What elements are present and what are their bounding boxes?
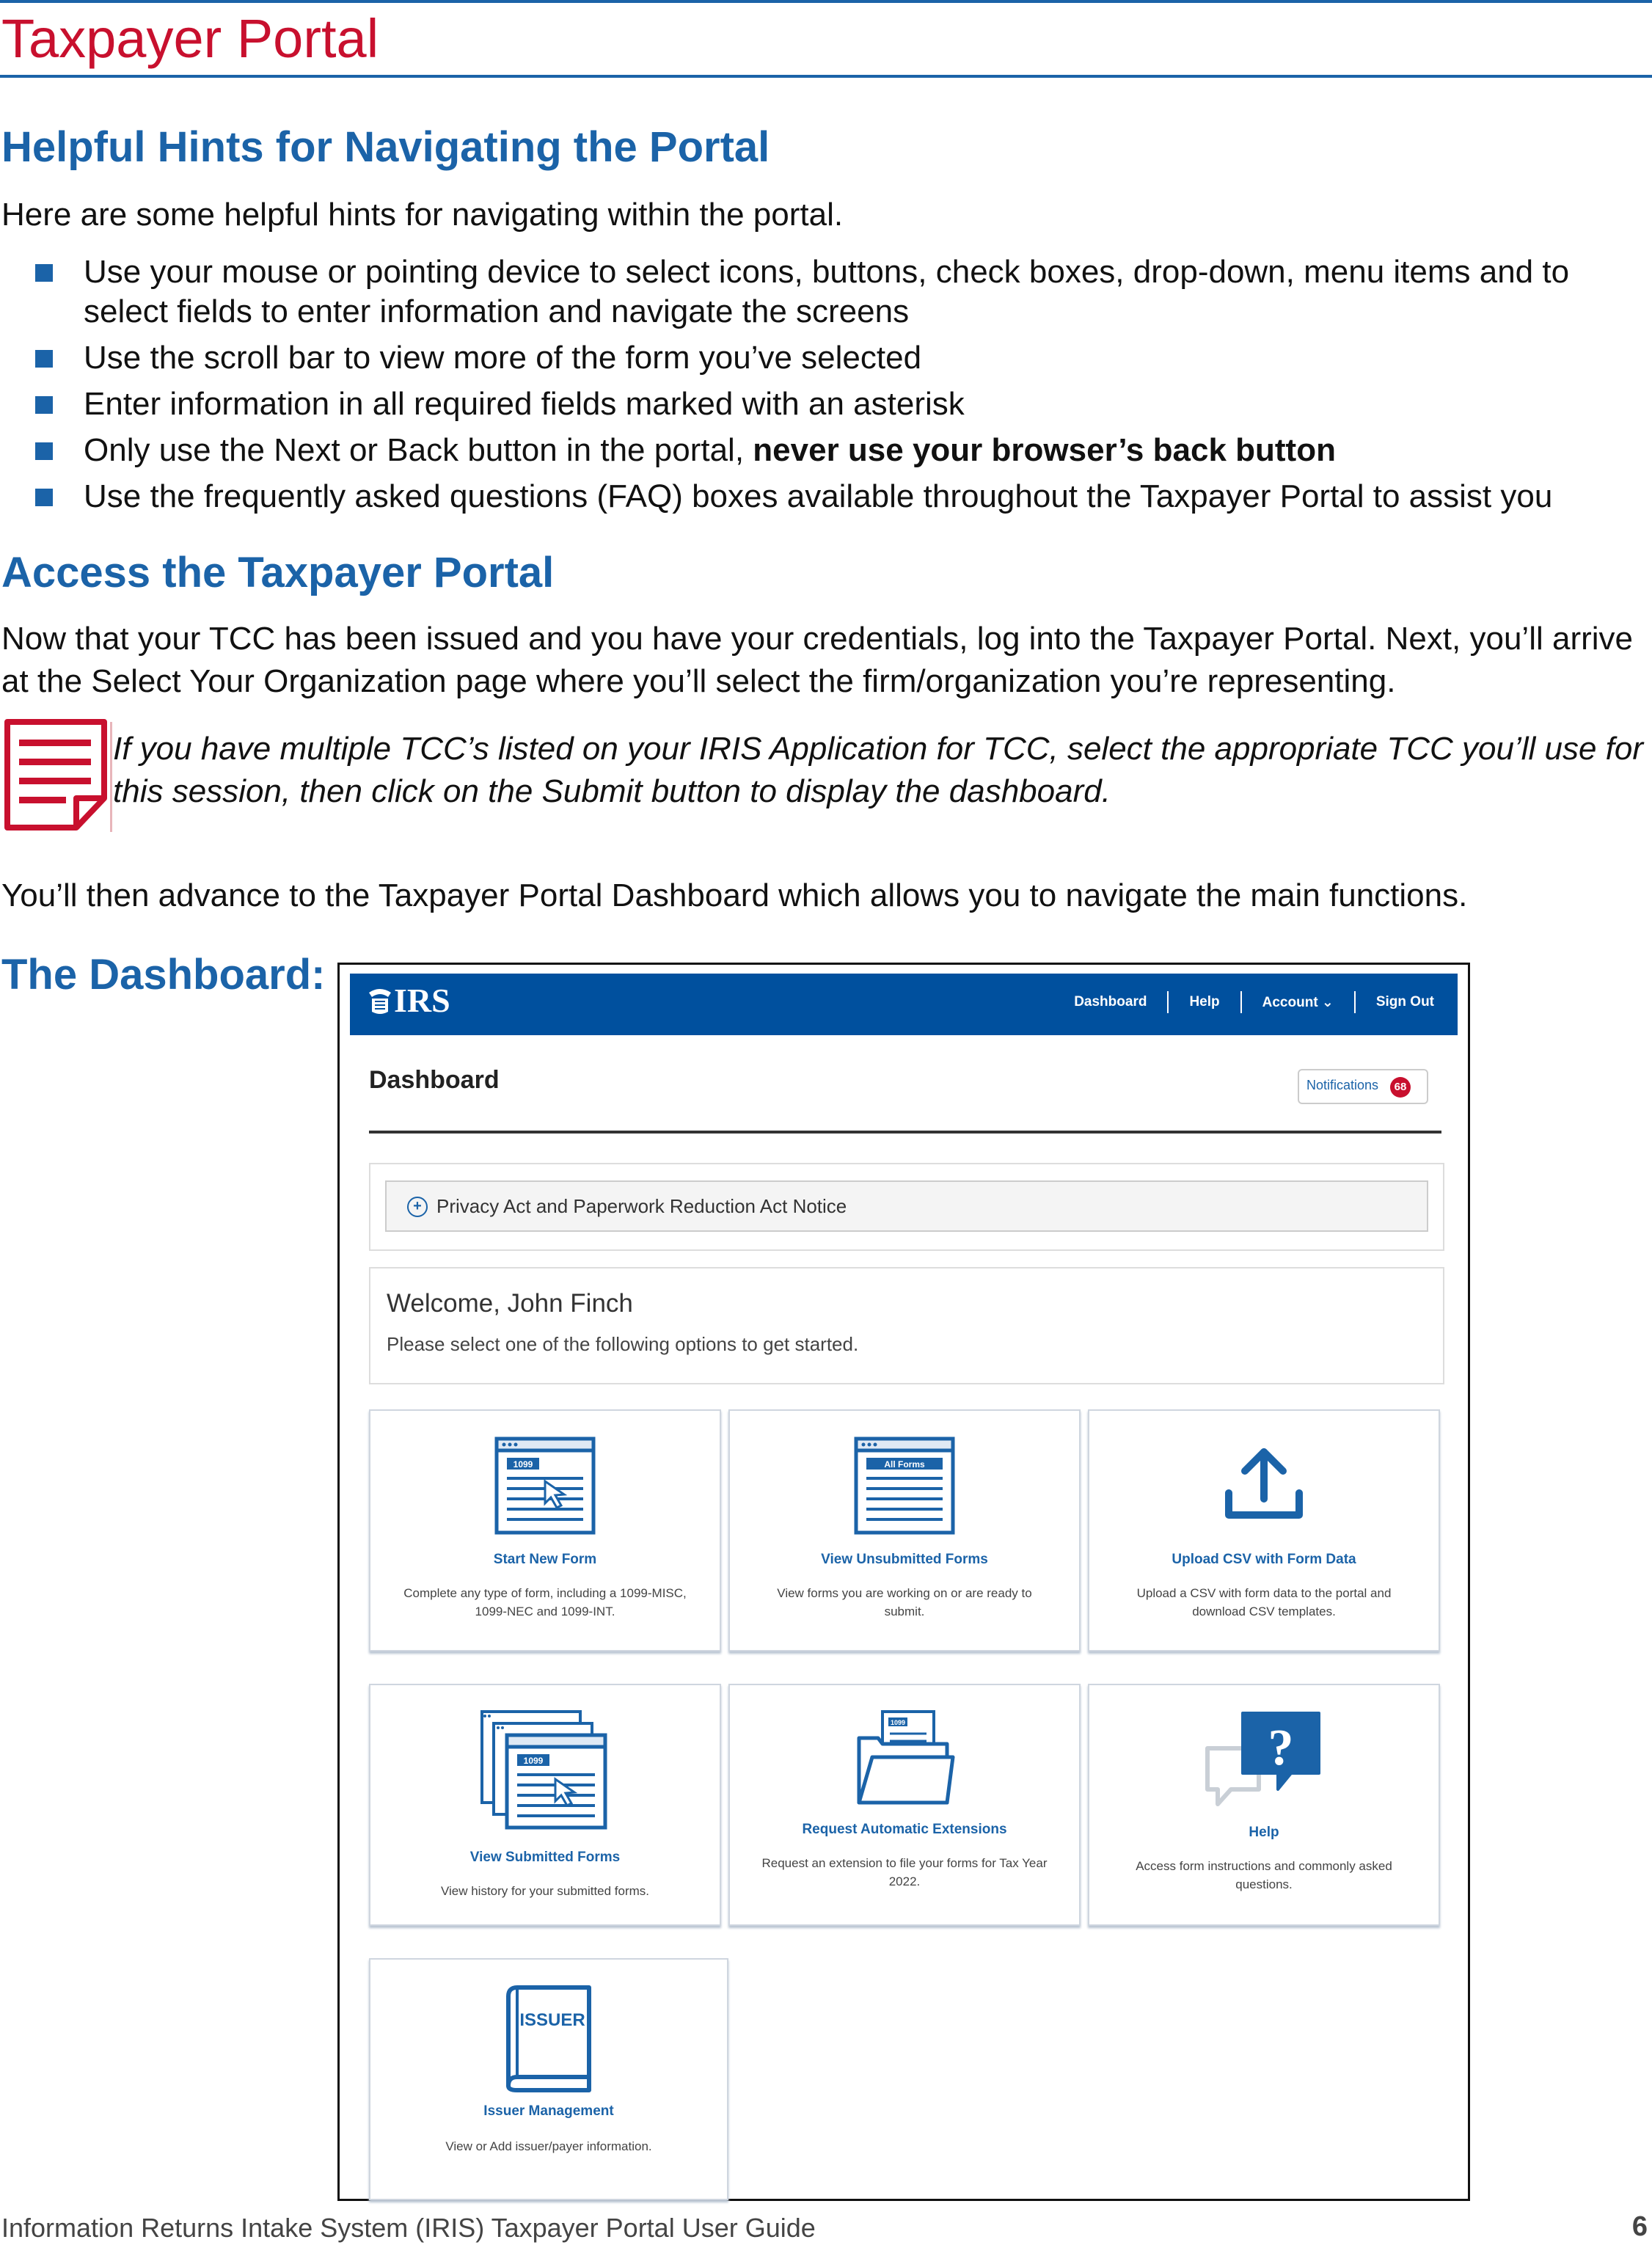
view-unsubmitted-forms-tile[interactable] bbox=[728, 1409, 1081, 1651]
svg-text:ISSUER: ISSUER bbox=[519, 2010, 585, 2030]
svg-text:1099: 1099 bbox=[890, 1719, 906, 1726]
hints-list bbox=[1, 252, 1645, 523]
help-bubble-icon bbox=[1202, 1707, 1326, 1817]
upload-csv-tile[interactable] bbox=[1088, 1409, 1440, 1651]
nav-separator bbox=[1167, 991, 1169, 1013]
bullet-square-icon bbox=[35, 264, 53, 282]
help-tile[interactable] bbox=[1088, 1684, 1440, 1926]
tile-title: Start New Form bbox=[493, 1552, 597, 1567]
list-item: Use the frequently asked questions (FAQ) boxes available throughout the Taxpayer Portal to assist you bbox=[1, 477, 1645, 516]
list-item: Use the scroll bar to view more of the form you’ve selected bbox=[1, 338, 1645, 378]
welcome-panel bbox=[369, 1267, 1444, 1384]
tile-description: Complete any type of form, including a 1099-MISC, 1099-NEC and 1099-INT. bbox=[403, 1586, 687, 1618]
folder-icon bbox=[853, 1709, 956, 1808]
dashboard-heading: The Dashboard: bbox=[1, 951, 326, 999]
access-heading: Access the Taxpayer Portal bbox=[1, 549, 555, 596]
expand-plus-icon: + bbox=[407, 1197, 428, 1217]
nav-help-link[interactable]: Help bbox=[1189, 994, 1220, 1010]
top-rule bbox=[0, 0, 1652, 3]
page-title: Taxpayer Portal bbox=[1, 8, 379, 69]
page-number: 6 bbox=[1631, 2211, 1648, 2242]
privacy-notice-panel bbox=[369, 1163, 1444, 1251]
tile-description: Request an extension to file your forms for Tax Year 2022. bbox=[761, 1856, 1048, 1888]
privacy-notice-accordion[interactable] bbox=[385, 1180, 1428, 1232]
svg-text:1099: 1099 bbox=[513, 1459, 533, 1470]
stacked-forms-icon bbox=[479, 1709, 611, 1830]
form-1099-icon bbox=[494, 1436, 596, 1536]
tile-title: View Unsubmitted Forms bbox=[821, 1552, 988, 1567]
issuer-book-icon bbox=[501, 1983, 596, 2093]
notifications-button[interactable] bbox=[1298, 1069, 1428, 1104]
welcome-instructions: Please select one of the following options to get started. bbox=[387, 1333, 859, 1355]
nav-sign-out-link[interactable]: Sign Out bbox=[1375, 994, 1434, 1010]
notifications-count-badge: 68 bbox=[1390, 1077, 1411, 1098]
irs-navbar bbox=[350, 974, 1458, 1035]
notifications-label: Notifications bbox=[1306, 1078, 1379, 1092]
tile-title: Issuer Management bbox=[483, 2103, 614, 2119]
tile-description: Upload a CSV with form data to the portal and download CSV templates. bbox=[1136, 1586, 1392, 1618]
hints-heading: Helpful Hints for Navigating the Portal bbox=[1, 123, 770, 171]
bullet-square-icon bbox=[35, 489, 53, 506]
nav-separator bbox=[1354, 991, 1356, 1013]
bullet-square-icon bbox=[35, 442, 53, 460]
tile-title: Help bbox=[1249, 1825, 1279, 1840]
tile-title: Request Automatic Extensions bbox=[802, 1822, 1007, 1837]
bold-warning: never use your browser’s back button bbox=[753, 432, 1336, 468]
tile-description: View or Add issuer/payer information. bbox=[445, 2139, 652, 2153]
request-extensions-tile[interactable] bbox=[728, 1684, 1081, 1926]
note-icon bbox=[3, 718, 110, 832]
tile-title: Upload CSV with Form Data bbox=[1172, 1552, 1356, 1567]
privacy-notice-label: Privacy Act and Paperwork Reduction Act Notice bbox=[436, 1195, 847, 1217]
start-new-form-tile[interactable] bbox=[369, 1409, 721, 1651]
nav-separator bbox=[1240, 991, 1242, 1013]
bullet-square-icon bbox=[35, 396, 53, 414]
tile-description: Access form instructions and commonly asked questions. bbox=[1136, 1859, 1392, 1891]
followup-paragraph: You’ll then advance to the Taxpayer Portal Dashboard which allows you to navigate the main functions. bbox=[1, 877, 1468, 913]
eagle-icon bbox=[366, 987, 394, 1016]
dashboard-screenshot bbox=[337, 963, 1470, 2201]
nav-links bbox=[1065, 991, 1443, 1013]
tile-title: View Submitted Forms bbox=[469, 1850, 621, 1865]
dashboard-divider bbox=[369, 1131, 1441, 1134]
footer-text: Information Returns Intake System (IRIS) Taxpayer Portal User Guide bbox=[1, 2213, 816, 2243]
svg-text:All Forms: All Forms bbox=[884, 1459, 925, 1470]
access-paragraph: Now that your TCC has been issued and you have your credentials, log into the Taxpayer Portal. Next, you’ll arrive at the Select Your Organization page where you’ll select the firm/organization you’re representing. bbox=[1, 621, 1633, 699]
list-item: Enter information in all required fields marked with an asterisk bbox=[1, 384, 1645, 424]
svg-text:1099: 1099 bbox=[523, 1756, 544, 1766]
all-forms-icon bbox=[853, 1436, 956, 1536]
irs-logo: IRS bbox=[366, 981, 450, 1020]
nav-dashboard-link[interactable]: Dashboard bbox=[1074, 994, 1147, 1010]
nav-account-menu[interactable]: Account ⌄ bbox=[1262, 994, 1334, 1010]
list-item: Only use the Next or Back button in the portal, never use your browser’s back button bbox=[1, 431, 1645, 470]
bullet-square-icon bbox=[35, 350, 53, 368]
upload-icon bbox=[1220, 1445, 1308, 1525]
view-submitted-forms-tile[interactable] bbox=[369, 1684, 721, 1926]
list-item: Use your mouse or pointing device to select icons, buttons, check boxes, drop-down, menu items and to select fields to enter information and navigate the screens bbox=[1, 252, 1645, 332]
note-divider bbox=[110, 722, 112, 832]
issuer-management-tile[interactable] bbox=[369, 1958, 728, 2200]
note-text: If you have multiple TCC’s listed on your IRIS Application for TCC, select the appropriate TCC you’ll use for this session, then click on the Submit button to display the dashboard. bbox=[113, 731, 1644, 809]
tile-description: View forms you are working on or are ready to submit. bbox=[777, 1586, 1032, 1618]
svg-text:?: ? bbox=[1268, 1720, 1294, 1776]
tile-description: View history for your submitted forms. bbox=[440, 1884, 650, 1898]
welcome-message: Welcome, John Finch bbox=[387, 1289, 633, 1318]
hints-intro: Here are some helpful hints for navigating within the portal. bbox=[1, 197, 844, 233]
title-rule bbox=[0, 75, 1652, 78]
dashboard-title: Dashboard bbox=[369, 1066, 500, 1094]
